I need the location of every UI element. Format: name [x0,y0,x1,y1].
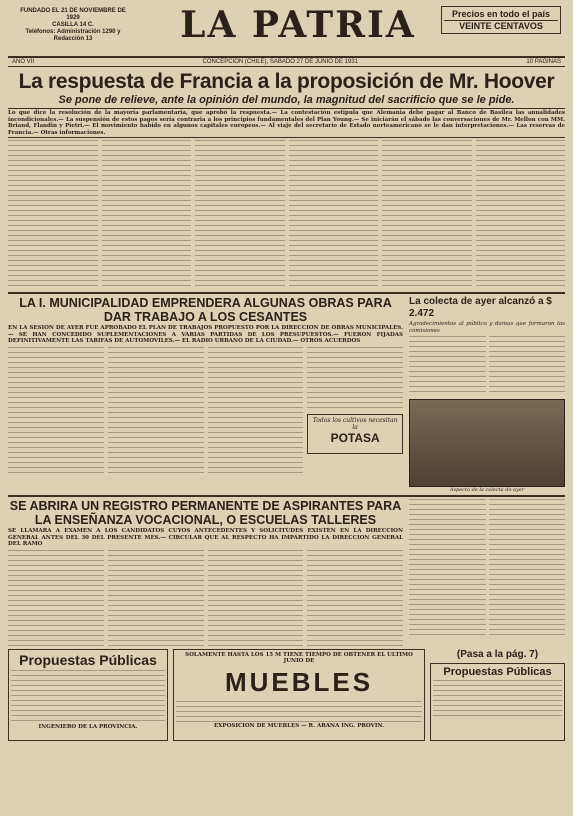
masthead [8,4,565,58]
municipal-article [8,296,403,493]
article-column [195,140,285,290]
municipal-columns [8,347,403,477]
ads-band [8,649,565,741]
price-label: Precios en todo el país [451,9,551,19]
propuestas-right-title: Propuestas Públicas [443,665,552,678]
middle-band [8,296,565,493]
phones: Teléfonos: Administración 1290 y Redacción 13 [25,29,121,42]
municipal-subhead: EN LA SESION DE AYER FUE APROBADO EL PLAN DE TRABAJOS PROPUESTO POR LA DIRECCION DE OBRAS MUNICIPALES.— SE HAN CONCEDIDO SUPLEMENTACIONES A VARIAS PARTIDAS DE LOS PRESUPUESTOS.— FUERON FIJADAS DEFINITIVAMENTE LAS TARIFAS DE AUTOMOVILES.— EL RADIO URBANO DE LA CIUDAD.— OTROS ACUERDOS [8,325,403,344]
divider [8,495,565,497]
article-column [382,140,472,290]
issue-year: AÑO VII [12,59,35,65]
article-column [108,347,204,477]
vocational-headline: SE ABRIRA UN REGISTRO PERMANENTE DE ASPIRANTES PARA LA ENSEÑANZA VOCACIONAL, O ESCUELAS TALLERES [9,499,402,527]
municipal-headline: LA I. MUNICIPALIDAD EMPRENDERA ALGUNAS OBRAS PARA DAR TRABAJO A LOS CESANTES [19,296,392,324]
article-column [8,550,104,646]
page-count: 10 PAGINAS [526,59,561,65]
muebles-top-text: SOLAMENTE HASTA LOS 15 M TIENE TIEMPO DE OBTENER EL ULTIMO JUNIO DE [185,651,413,664]
colecta-continued [409,499,565,639]
article-column [8,140,98,290]
article-column [102,140,192,290]
article-column [208,550,304,646]
article-column [108,550,204,646]
muebles-ad [173,649,425,741]
main-subhead: Se pone de relieve, ante la opinión del mundo, la magnitud del sacrificio que se le pide. [58,94,515,106]
propuestas-left-ad [8,649,168,741]
colecta-headline: La colecta de ayer alcanzó a $ 2.472 [409,296,552,319]
article-column [307,347,403,477]
potasa-ad-text: Todos los cultivos necesitan la [312,416,398,431]
mail-box: CASILLA 14 C. [52,22,94,28]
article-column [8,347,104,477]
main-lead: Lo que dice la resolución de la mayoría parlamentaria, que aprobó la respuesta.— La contestación estipula que Alemania debe pagar al Banco de Basilea las anualidades incondicionales.— La suspensión de estos pagos sería contraria a los principios fundamentales del Plan Young.— Se iniciarán el sábado las conversaciones de Mr. Mellon con MM. Briand, Flandin y Pietri.— El movimiento habido en algunos capitales europeos.— Al viaje del secretario de Estado norteamericano se le dan interpretaciones.— Las reservas de Francia.— Otras informaciones. [8,108,565,138]
photo-caption: Aspecto de la colecta de ayer [449,487,525,493]
potasa-ad [307,414,403,454]
article-column [208,347,304,477]
continued-on-page: (Pasa a la pág. 7) [456,648,539,660]
main-headline: La respuesta de Francia a la proposición de Mr. Hoover [18,70,555,93]
price-value: VEINTE CENTAVOS [444,20,558,31]
colecta-photo [409,399,565,487]
article-column [307,550,403,646]
price-box [441,6,561,34]
dateline [8,58,565,67]
masthead-left-info [14,8,132,43]
propuestas-right-ad [430,663,565,741]
colecta-subhead: Agradecimientos al público y damas que formaron las comisiones [409,321,565,334]
main-article-columns [8,140,565,290]
article-column [476,140,566,290]
right-ads [430,649,565,741]
vocational-subhead: SE LLAMARA A EXAMEN A LOS CANDIDATOS CUYOS ANTECEDENTES Y SOLICITUDES EXISTEN EN LA DIRECCION GENERAL ANTES DEL 30 DEL PRESENTE MES.— CIRCULAR QUE AL RESPECTO HA IMPARTIDO LA DIRECCION GENERAL DEL RAMO [8,528,403,547]
article-column [289,140,379,290]
newspaper-title: LA PATRIA [180,4,416,46]
founding-date: FUNDADO EL 21 DE NOVIEMBRE DE 1929 [20,8,126,21]
colecta-article [409,296,565,493]
potasa-ad-title: POTASA [330,430,380,445]
divider [8,292,565,294]
lower-band [8,499,565,646]
muebles-bottom-text: EXPOSICION DE MUEBLES — R. ARANA ING. PROVIN. [213,722,385,729]
propuestas-left-title: Propuestas Públicas [19,651,157,668]
issue-date: CONCEPCION (CHILE), SABADO 27 DE JUNIO DE 1931 [202,59,358,65]
muebles-title: MUEBLES [224,666,374,697]
vocational-article [8,499,403,646]
propuestas-left-footer: INGENIERO DE LA PROVINCIA. [38,723,138,730]
